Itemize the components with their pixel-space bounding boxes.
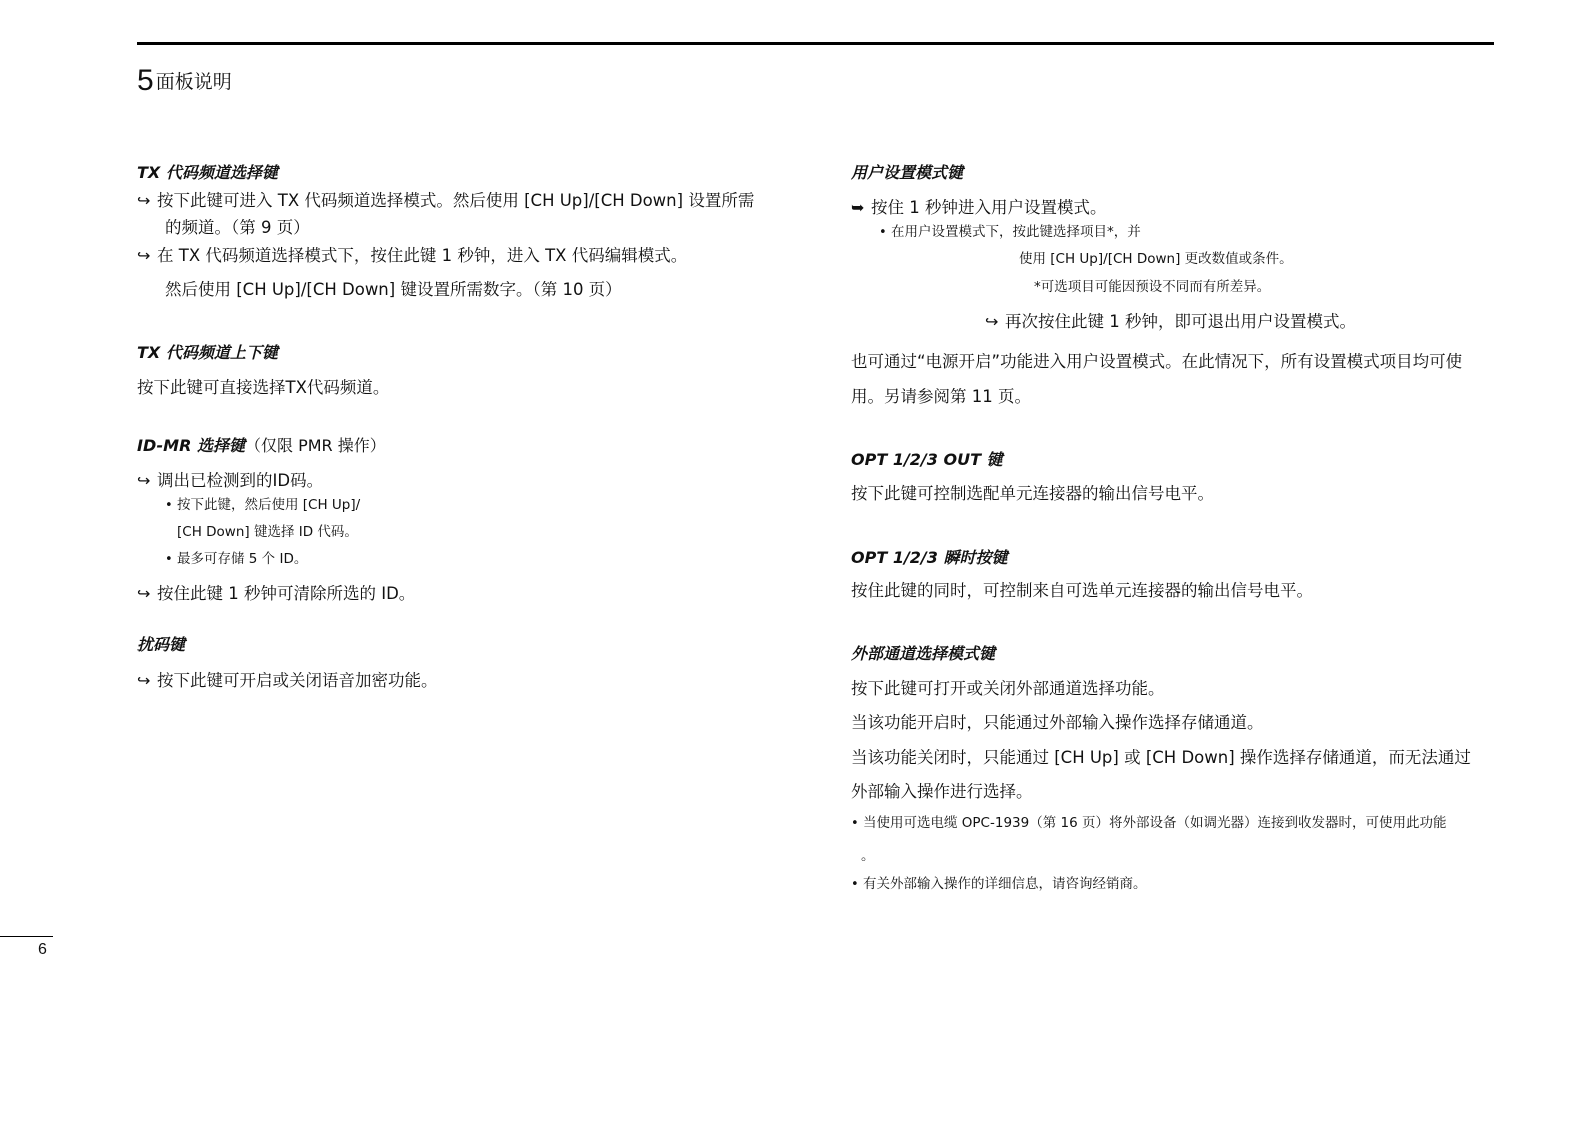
bullet-icon: • xyxy=(851,877,859,892)
arrow-icon: ↪ xyxy=(137,191,151,210)
tx-select-line2: 在 TX 代码频道选择模式下，按住此键 1 秒钟，进入 TX 代码编辑模式。 xyxy=(157,246,688,265)
footer-rule xyxy=(0,936,53,937)
idmr-bullet1b: [CH Down] 键选择 ID 代码。 xyxy=(177,524,358,540)
section-heading-idmr xyxy=(137,433,386,456)
section-heading-user-set: 用户设置模式键 xyxy=(851,163,964,182)
ext-channel-p4: 外部输入操作进行选择。 xyxy=(851,782,1033,801)
user-set-line1: 按住 1 秒钟进入用户设置模式。 xyxy=(871,198,1107,217)
arrow-icon: ↪ xyxy=(985,312,999,331)
arrow-icon: ↪ xyxy=(137,671,151,690)
bullet-icon: • xyxy=(165,552,173,567)
ext-channel-p2: 当该功能开启时，只能通过外部输入操作选择存储通道。 xyxy=(851,713,1264,732)
chapter-title: 面板说明 xyxy=(155,71,232,93)
ext-channel-bullet1b: 。 xyxy=(861,848,875,864)
section-heading-scrambler: 扰码键 xyxy=(137,635,186,654)
ext-channel-bullet1: 当使用可选电缆 OPC-1939（第 16 页）将外部设备（如调光器）连接到收发器时，可使用此功能 xyxy=(863,815,1447,831)
arrow-icon: ↪ xyxy=(137,246,151,265)
ext-channel-bullet2: 有关外部输入操作的详细信息，请咨询经销商。 xyxy=(863,876,1147,892)
top-rule xyxy=(137,42,1494,45)
idmr-heading: ID-MR 选择键 xyxy=(137,436,245,455)
ext-channel-p3: 当该功能关闭时，只能通过 [CH Up] 或 [CH Down] 操作选择存储通道，而无法通过 xyxy=(851,748,1471,767)
user-set-sub2: 使用 [CH Up]/[CH Down] 更改数值或条件。 xyxy=(1019,251,1293,267)
arrow-icon: ↪ xyxy=(137,471,151,490)
section-heading-opt-out: OPT 1/2/3 OUT 键 xyxy=(851,450,1003,469)
section-heading-tx-select: TX 代码频道选择键 xyxy=(137,163,278,182)
chapter-number: 5 xyxy=(137,64,154,97)
user-set-sub1: 在用户设置模式下，按此键选择项目*，并 xyxy=(891,224,1141,240)
user-set-sub3: *可选项目可能因预设不同而有所差异。 xyxy=(1034,279,1271,295)
bullet-icon: • xyxy=(879,225,887,240)
opt-momentary-text: 按住此键的同时，可控制来自可选单元连接器的输出信号电平。 xyxy=(851,581,1313,600)
opt-out-text: 按下此键可控制选配单元连接器的输出信号电平。 xyxy=(851,484,1214,503)
section-heading-opt-momentary: OPT 1/2/3 瞬时按键 xyxy=(851,548,1008,567)
ext-channel-p1: 按下此键可打开或关闭外部通道选择功能。 xyxy=(851,679,1165,698)
idmr-bullet1a: 按下此键，然后使用 [CH Up]/ xyxy=(177,497,361,513)
tx-select-line1: 按下此键可进入 TX 代码频道选择模式。然后使用 [CH Up]/[CH Down] 设置所需 xyxy=(157,191,755,210)
user-set-line2: 再次按住此键 1 秒钟，即可退出用户设置模式。 xyxy=(1005,312,1356,331)
tx-select-line1b: 的频道。（第 9 页） xyxy=(165,218,310,237)
arrow-icon: ➥ xyxy=(851,198,865,217)
tx-updown-text: 按下此键可直接选择TX代码频道。 xyxy=(137,378,390,397)
user-set-para1: 也可通过“电源开启”功能进入用户设置模式。在此情况下，所有设置模式项目均可使 xyxy=(851,352,1463,371)
section-heading-ext-channel: 外部通道选择模式键 xyxy=(851,644,996,663)
idmr-line2: 按住此键 1 秒钟可清除所选的 ID。 xyxy=(157,584,416,603)
bullet-icon: • xyxy=(165,498,173,513)
arrow-icon: ↪ xyxy=(137,584,151,603)
section-heading-tx-updown: TX 代码频道上下键 xyxy=(137,343,278,362)
idmr-line1: 调出已检测到的ID码。 xyxy=(157,471,324,490)
tx-select-line2b: 然后使用 [CH Up]/[CH Down] 键设置所需数字。（第 10 页） xyxy=(165,280,622,299)
idmr-heading-suffix: （仅限 PMR 操作） xyxy=(245,436,386,455)
idmr-bullet2: 最多可存储 5 个 ID。 xyxy=(177,551,308,567)
bullet-icon: • xyxy=(851,816,859,831)
page-number: 6 xyxy=(38,941,47,958)
user-set-para2: 用。另请参阅第 11 页。 xyxy=(851,387,1031,406)
scrambler-line1: 按下此键可开启或关闭语音加密功能。 xyxy=(157,671,438,690)
chapter-header xyxy=(137,62,232,96)
